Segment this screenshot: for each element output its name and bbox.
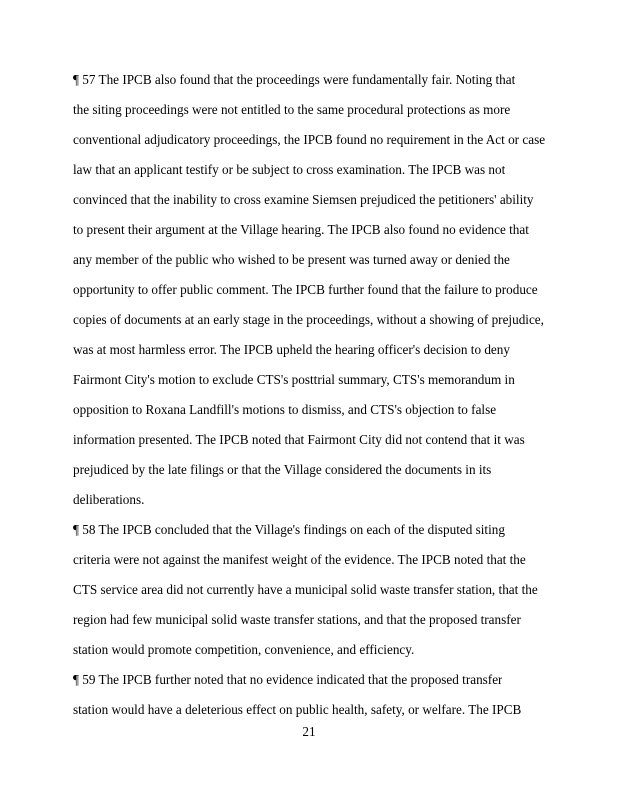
text-line: to present their argument at the Village hearing. The IPCB also found no evidence that (73, 222, 529, 237)
text-line: opposition to Roxana Landfill's motions to dismiss, and CTS's objection to false (73, 402, 497, 417)
text-line: ¶ 59 The IPCB further noted that no evidence indicated that the proposed transfer (73, 672, 503, 687)
text-line: convinced that the inability to cross examine Siemsen prejudiced the petitioners' ability (73, 192, 534, 207)
text-line: region had few municipal solid waste transfer stations, and that the proposed transfer (73, 612, 521, 627)
text-line: the siting proceedings were not entitled to the same procedural protections as more (73, 102, 511, 117)
text-line: station would promote competition, convenience, and efficiency. (73, 642, 415, 657)
text-line: ¶ 58 The IPCB concluded that the Village's findings on each of the disputed siting (73, 522, 505, 537)
text-line: prejudiced by the late filings or that the Village considered the documents in its (73, 462, 492, 477)
text-line: conventional adjudicatory proceedings, the IPCB found no requirement in the Act or case (73, 132, 546, 147)
text-line: was at most harmless error. The IPCB upheld the hearing officer's decision to deny (73, 342, 510, 357)
text-line: station would have a deleterious effect on public health, safety, or welfare. The IPCB (73, 702, 522, 717)
text-line: opportunity to offer public comment. The IPCB further found that the failure to produce (73, 282, 538, 297)
text-line: ¶ 57 The IPCB also found that the proceedings were fundamentally fair. Noting that (73, 72, 516, 87)
text-line: law that an applicant testify or be subject to cross examination. The IPCB was not (73, 162, 506, 177)
page-number: 21 (302, 724, 316, 739)
text-line: any member of the public who wished to be present was turned away or denied the (73, 252, 510, 267)
text-line: copies of documents at an early stage in the proceedings, without a showing of prejudice, (73, 312, 544, 327)
text-line: information presented. The IPCB noted that Fairmont City did not contend that it was (73, 432, 525, 447)
text-line: deliberations. (73, 492, 145, 507)
text-line: criteria were not against the manifest weight of the evidence. The IPCB noted that the (73, 552, 526, 567)
text-line: Fairmont City's motion to exclude CTS's posttrial summary, CTS's memorandum in (73, 372, 515, 387)
text-line: CTS service area did not currently have a municipal solid waste transfer station, that the (73, 582, 538, 597)
